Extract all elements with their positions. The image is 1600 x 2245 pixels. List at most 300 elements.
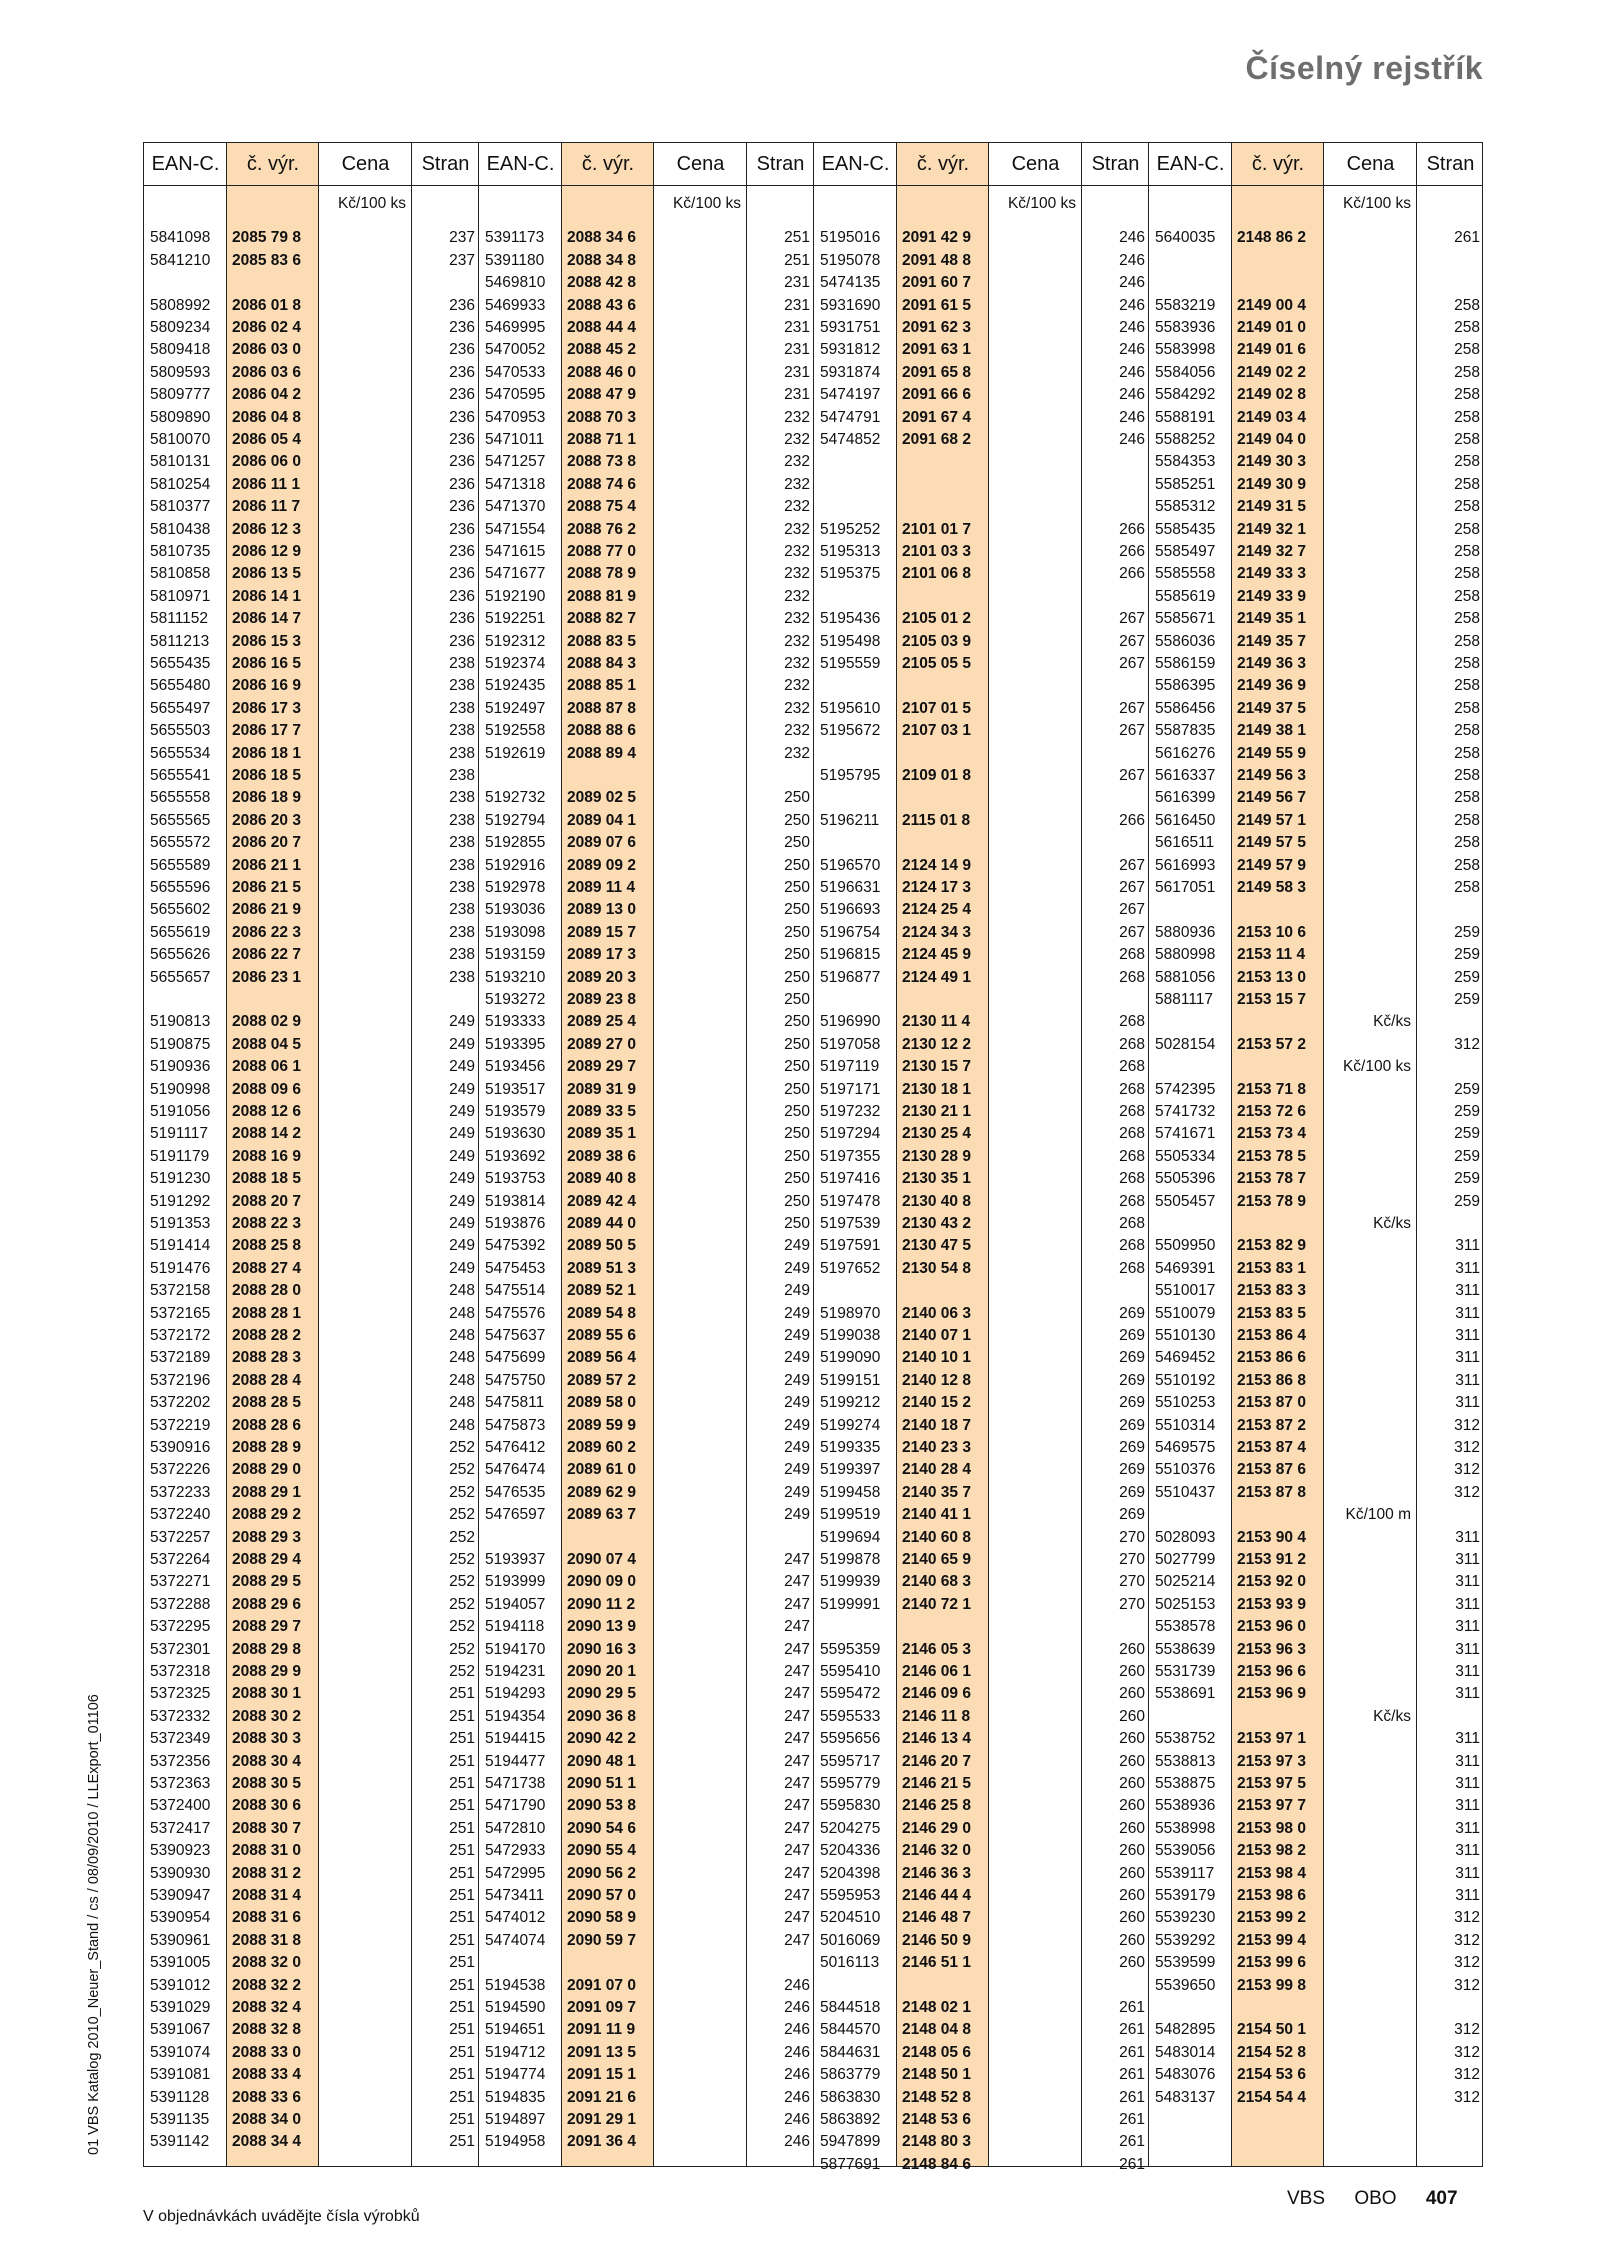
ean-code: 5586036	[1155, 632, 1216, 650]
ean-code: 5193753	[485, 1170, 546, 1188]
page-ref: 312	[1454, 2066, 1480, 2084]
page-ref: 267	[1119, 610, 1145, 628]
page-ref: 247	[784, 1595, 810, 1613]
ean-code: 5391180	[485, 251, 545, 269]
ean-code: 5584292	[1155, 386, 1216, 404]
brand-obo: OBO	[1354, 2188, 1397, 2209]
ean-code: 5505334	[1155, 1147, 1216, 1165]
product-number: 2124 34 3	[902, 923, 971, 941]
page-ref: 246	[1119, 341, 1145, 359]
product-number: 2086 04 2	[232, 386, 301, 404]
page-ref: 236	[449, 498, 475, 516]
ean-code: 5655657	[150, 968, 211, 986]
page-ref: 248	[449, 1349, 475, 1367]
product-number: 2153 87 2	[1237, 1416, 1306, 1434]
product-number: 2153 97 1	[1237, 1730, 1306, 1748]
ean-code: 5192855	[485, 834, 546, 852]
ean-code: 5196877	[820, 968, 881, 986]
product-number: 2086 22 7	[232, 946, 301, 964]
product-number: 2146 13 4	[902, 1730, 971, 1748]
ean-code: 5196570	[820, 856, 881, 874]
ean-code: 5476597	[485, 1506, 546, 1524]
product-number: 2153 11 4	[1237, 946, 1306, 964]
product-number: 2090 53 8	[567, 1797, 636, 1815]
product-number: 2091 15 1	[567, 2066, 636, 2084]
product-number: 2088 29 9	[232, 1663, 301, 1680]
page-ref: 236	[449, 632, 475, 650]
product-number: 2089 52 1	[567, 1282, 636, 1300]
ean-code: 5483137	[1155, 2088, 1216, 2106]
page-ref: 260	[1119, 1931, 1145, 1949]
ean-code: 5469933	[485, 296, 546, 314]
product-number: 2089 44 0	[567, 1215, 636, 1232]
ean-code: 5372165	[150, 1304, 211, 1322]
product-number: 2148 50 1	[902, 2066, 971, 2084]
product-number: 2089 38 6	[567, 1147, 636, 1165]
product-number: 2089 63 7	[567, 1506, 636, 1524]
product-number: 2149 37 5	[1237, 699, 1306, 717]
product-number: 2088 28 4	[232, 1371, 301, 1389]
ean-code: 5810971	[150, 587, 211, 605]
product-number: 2086 20 3	[232, 811, 301, 829]
page-ref: 249	[449, 1192, 475, 1210]
ean-code: 5510079	[1155, 1304, 1216, 1322]
product-number: 2090 55 4	[567, 1842, 636, 1860]
ean-code: 5538998	[1155, 1819, 1216, 1837]
product-number: 2153 71 8	[1237, 1080, 1306, 1098]
product-number: 2090 36 8	[567, 1707, 636, 1725]
ean-code: 5197591	[820, 1237, 881, 1255]
ean-code: 5195672	[820, 722, 881, 740]
product-number: 2146 20 7	[902, 1752, 971, 1770]
ean-code: 5539056	[1155, 1842, 1216, 1860]
page-ref: 259	[1454, 968, 1480, 986]
product-number: 2088 32 4	[232, 1999, 301, 2016]
page-ref: 269	[1119, 1439, 1145, 1456]
product-number: 2089 13 0	[567, 901, 636, 919]
page-ref: 238	[449, 901, 475, 919]
ean-code: 5538936	[1155, 1797, 1216, 1815]
product-number: 2090 51 1	[567, 1775, 636, 1792]
ean-code: 5190936	[150, 1058, 211, 1076]
page-ref: 250	[784, 1147, 810, 1165]
ean-code: 5194231	[485, 1663, 546, 1680]
product-number: 2088 29 4	[232, 1551, 301, 1568]
page-ref: 258	[1454, 655, 1480, 672]
page-ref: 232	[784, 610, 810, 628]
ean-code: 5741671	[1155, 1125, 1216, 1143]
ean-code: 5844570	[820, 2021, 881, 2039]
product-number: 2153 98 2	[1237, 1842, 1306, 1860]
product-number: 2091 61 5	[902, 296, 971, 314]
ean-code: 5844631	[820, 2043, 881, 2061]
product-number: 2130 15 7	[902, 1058, 971, 1076]
page-ref: 312	[1454, 1439, 1480, 1456]
ean-code: 5471554	[485, 520, 546, 538]
page-ref: 247	[784, 1887, 810, 1904]
ean-code: 5194415	[485, 1730, 546, 1748]
page-ref: 246	[1119, 386, 1145, 404]
page-ref: 232	[784, 431, 810, 448]
page-ref: 311	[1455, 1394, 1480, 1412]
page-ref: 238	[449, 811, 475, 829]
ean-code: 5810735	[150, 543, 211, 560]
page-ref: 252	[449, 1461, 475, 1479]
ean-code: 5196990	[820, 1013, 881, 1031]
table-column	[319, 143, 412, 2166]
page-ref: 311	[1455, 1819, 1480, 1837]
product-number: 2086 03 0	[232, 341, 301, 359]
product-number: 2088 30 2	[232, 1707, 301, 1725]
ean-code: 5198970	[820, 1304, 881, 1322]
ean-code: 5510192	[1155, 1371, 1216, 1389]
ean-code: 5025214	[1155, 1573, 1216, 1591]
ean-code: 5510376	[1155, 1461, 1216, 1479]
page-ref: 251	[449, 1887, 475, 1904]
ean-code: 5199212	[820, 1394, 881, 1412]
ean-code: 5191117	[150, 1125, 209, 1143]
ean-code: 5195436	[820, 610, 881, 628]
product-number: 2089 29 7	[567, 1058, 636, 1076]
ean-code: 5585435	[1155, 520, 1216, 538]
product-number: 2088 31 6	[232, 1909, 301, 1927]
product-number: 2086 06 0	[232, 453, 301, 471]
product-number: 2149 57 5	[1237, 834, 1306, 852]
ean-code: 5193999	[485, 1573, 546, 1591]
ean-code: 5199694	[820, 1528, 881, 1546]
product-number: 2146 25 8	[902, 1797, 971, 1815]
ean-code: 5863779	[820, 2066, 881, 2084]
product-number: 2149 33 3	[1237, 565, 1306, 583]
product-number: 2148 84 6	[902, 2155, 971, 2173]
page-ref: 311	[1455, 1528, 1480, 1546]
page-ref: 311	[1455, 1349, 1480, 1367]
ean-code: 5191230	[150, 1170, 211, 1188]
page-ref: 246	[1119, 431, 1145, 448]
page-ref: 246	[1119, 408, 1145, 426]
page-ref: 246	[1119, 363, 1145, 381]
product-number: 2088 06 1	[232, 1058, 301, 1076]
product-number: 2130 25 4	[902, 1125, 971, 1143]
ean-code: 5191353	[150, 1215, 211, 1232]
product-number: 2149 02 8	[1237, 386, 1306, 404]
product-number: 2149 04 0	[1237, 431, 1306, 448]
ean-code: 5194170	[485, 1640, 546, 1658]
product-number: 2089 02 5	[567, 789, 636, 807]
page-ref: 312	[1454, 1483, 1480, 1501]
page-ref: 260	[1119, 1663, 1145, 1680]
ean-code: 5391081	[150, 2066, 211, 2084]
ean-code: 5588252	[1155, 431, 1216, 448]
product-number: 2088 73 8	[567, 453, 636, 471]
ean-code: 5372332	[150, 1707, 211, 1725]
page-ref: 268	[1119, 1170, 1145, 1188]
product-number: 2140 15 2	[902, 1394, 971, 1412]
page-ref: 236	[449, 520, 475, 538]
product-number: 2089 07 6	[567, 834, 636, 852]
product-number: 2149 30 9	[1237, 475, 1306, 493]
ean-code: 5655619	[150, 923, 211, 941]
ean-code: 5372271	[150, 1573, 211, 1591]
page-ref: 258	[1454, 408, 1480, 426]
page-ref: 236	[449, 587, 475, 605]
ean-code: 5191056	[150, 1103, 211, 1120]
product-number: 2091 65 8	[902, 363, 971, 381]
ean-code: 5505457	[1155, 1192, 1216, 1210]
ean-code: 5809777	[150, 386, 211, 404]
page-ref: 270	[1119, 1551, 1145, 1568]
ean-code: 5372219	[150, 1416, 211, 1434]
page-ref: 247	[784, 1618, 810, 1636]
page-ref: 311	[1455, 1595, 1480, 1613]
page-ref: 267	[1119, 722, 1145, 740]
ean-code: 5199458	[820, 1483, 881, 1501]
product-number: 2090 29 5	[567, 1685, 636, 1703]
product-number: 2107 01 5	[902, 699, 971, 717]
page-ref: 259	[1454, 991, 1480, 1008]
product-number: 2086 16 9	[232, 677, 301, 695]
product-number: 2089 17 3	[567, 946, 636, 964]
product-number: 2149 35 7	[1237, 632, 1306, 650]
product-number: 2149 32 1	[1237, 520, 1306, 538]
product-number: 2089 56 4	[567, 1349, 636, 1367]
page-ref: 258	[1454, 744, 1480, 762]
product-number: 2089 27 0	[567, 1035, 636, 1053]
ean-code: 5195610	[820, 699, 881, 717]
ean-code: 5194477	[485, 1752, 546, 1770]
page-ref: 238	[449, 744, 475, 762]
price-unit: Kč/100 ks	[672, 195, 741, 212]
ean-code: 5193630	[485, 1125, 546, 1143]
page-ref: 250	[784, 1058, 810, 1076]
product-number: 2086 01 8	[232, 296, 301, 314]
page-ref: 251	[449, 2066, 475, 2084]
page-ref: 258	[1454, 587, 1480, 605]
product-number: 2153 96 0	[1237, 1618, 1306, 1636]
product-number: 2153 78 7	[1237, 1170, 1306, 1188]
ean-code: 5595533	[820, 1707, 881, 1725]
page-ref: 260	[1119, 1797, 1145, 1815]
ean-code: 5655435	[150, 655, 211, 672]
ean-code: 5372288	[150, 1595, 211, 1613]
product-number: 2107 03 1	[902, 722, 971, 740]
product-number: 2130 21 1	[902, 1103, 971, 1120]
page-ref: 258	[1454, 767, 1480, 784]
page-ref: 251	[784, 251, 810, 269]
ean-code: 5880998	[1155, 946, 1216, 964]
product-number: 2149 57 1	[1237, 811, 1306, 829]
product-number: 2089 50 5	[567, 1237, 636, 1255]
ean-code: 5195313	[820, 543, 881, 560]
page-ref: 260	[1119, 1819, 1145, 1837]
page-ref: 267	[1119, 901, 1145, 919]
page-ref: 248	[449, 1304, 475, 1322]
ean-code: 5595717	[820, 1752, 881, 1770]
ean-code: 5470052	[485, 341, 546, 359]
ean-code: 5475637	[485, 1327, 546, 1344]
ean-code: 5474791	[820, 408, 881, 426]
ean-code: 5197058	[820, 1035, 881, 1053]
page-ref: 249	[784, 1394, 810, 1412]
ean-code: 5470533	[485, 363, 546, 381]
page-ref: 258	[1454, 610, 1480, 628]
page-ref: 249	[449, 1215, 475, 1232]
column-header: EAN-C.	[1156, 153, 1225, 175]
page-ref: 269	[1119, 1506, 1145, 1524]
product-number: 2089 09 2	[567, 856, 636, 874]
page-ref: 252	[449, 1663, 475, 1680]
product-number: 2124 49 1	[902, 968, 971, 986]
ean-code: 5595472	[820, 1685, 881, 1703]
ean-code: 5194651	[485, 2021, 546, 2039]
ean-code: 5881117	[1155, 991, 1214, 1008]
ean-code: 5025153	[1155, 1595, 1216, 1613]
page-ref: 252	[449, 1506, 475, 1524]
ean-code: 5193579	[485, 1103, 546, 1120]
page-ref: 236	[449, 341, 475, 359]
page-ref: 236	[449, 431, 475, 448]
ean-code: 5199090	[820, 1349, 881, 1367]
ean-code: 5539230	[1155, 1909, 1216, 1927]
page-ref: 250	[784, 923, 810, 941]
ean-code: 5585312	[1155, 498, 1216, 516]
column-header: EAN-C.	[486, 153, 555, 175]
product-number: 2149 00 4	[1237, 296, 1306, 314]
ean-code: 5195078	[820, 251, 881, 269]
ean-code: 5191179	[150, 1147, 210, 1165]
page-ref: 311	[1455, 1237, 1480, 1255]
product-number: 2153 83 5	[1237, 1304, 1306, 1322]
ean-code: 5474852	[820, 431, 881, 448]
page-ref: 259	[1454, 1147, 1480, 1165]
ean-code: 5372172	[150, 1327, 211, 1344]
page-ref: 232	[784, 744, 810, 762]
product-number: 2088 34 6	[567, 229, 636, 247]
page-ref: 312	[1454, 1416, 1480, 1434]
ean-code: 5811213	[150, 632, 210, 650]
product-number: 2086 14 1	[232, 587, 301, 605]
page-ref: 311	[1455, 1259, 1480, 1277]
product-number: 2154 53 6	[1237, 2066, 1306, 2084]
product-number: 2149 32 7	[1237, 543, 1306, 560]
product-number: 2089 60 2	[567, 1439, 636, 1456]
ean-code: 5469452	[1155, 1349, 1216, 1367]
page-ref: 251	[449, 1931, 475, 1949]
ean-code: 5538875	[1155, 1775, 1216, 1792]
product-number: 2090 11 2	[567, 1595, 636, 1613]
product-number: 2140 23 3	[902, 1439, 971, 1456]
ean-code: 5655565	[150, 811, 211, 829]
product-number: 2088 81 9	[567, 587, 636, 605]
product-number: 2086 12 9	[232, 543, 301, 560]
product-number: 2088 20 7	[232, 1192, 301, 1210]
page-ref: 261	[1119, 2155, 1145, 2173]
ean-code: 5028093	[1155, 1528, 1216, 1546]
product-number: 2091 63 1	[902, 341, 971, 359]
product-number: 2088 75 4	[567, 498, 636, 516]
ean-code: 5810377	[150, 498, 211, 516]
product-number: 2089 31 9	[567, 1080, 636, 1098]
ean-code: 5204398	[820, 1864, 881, 1882]
ean-code: 5616399	[1155, 789, 1216, 807]
page-ref: 252	[449, 1595, 475, 1613]
ean-code: 5192497	[485, 699, 546, 717]
ean-code: 5193876	[485, 1215, 546, 1232]
page-ref: 232	[784, 632, 810, 650]
page-ref: 252	[449, 1551, 475, 1568]
page-ref: 312	[1454, 1931, 1480, 1949]
page-ref: 251	[449, 2088, 475, 2106]
ean-code: 5616276	[1155, 744, 1216, 762]
product-number: 2146 21 5	[902, 1775, 971, 1792]
product-number: 2146 05 3	[902, 1640, 971, 1658]
page-ref: 246	[1119, 251, 1145, 269]
page-ref: 311	[1455, 1864, 1480, 1882]
product-number: 2088 33 0	[232, 2043, 301, 2061]
product-number: 2089 40 8	[567, 1170, 636, 1188]
ean-code: 5192794	[485, 811, 546, 829]
product-number: 2153 93 9	[1237, 1595, 1306, 1613]
product-number: 2086 03 6	[232, 363, 301, 381]
price-unit: Kč/100 ks	[1342, 1058, 1411, 1076]
ean-code: 5586395	[1155, 677, 1216, 695]
page-ref: 250	[784, 1215, 810, 1232]
ean-code: 5475811	[485, 1394, 545, 1412]
product-number: 2101 03 3	[902, 543, 971, 560]
ean-code: 5742395	[1155, 1080, 1216, 1098]
product-number: 2086 18 5	[232, 767, 301, 784]
page-ref: 237	[449, 251, 475, 269]
page-ref: 248	[449, 1371, 475, 1389]
ean-code: 5194712	[485, 2043, 546, 2061]
page-ref: 251	[449, 1842, 475, 1860]
page-ref: 251	[449, 2133, 475, 2151]
page-ref: 260	[1119, 1887, 1145, 1904]
ean-code: 5741732	[1155, 1103, 1216, 1120]
product-number: 2149 31 5	[1237, 498, 1306, 516]
ean-code: 5470953	[485, 408, 546, 426]
page-ref: 312	[1454, 1976, 1480, 1994]
page-ref: 238	[449, 767, 475, 784]
ean-code: 5197652	[820, 1259, 881, 1277]
page-title: Číselný rejstřík	[1245, 50, 1483, 86]
ean-code: 5193692	[485, 1147, 546, 1165]
page-ref: 267	[1119, 767, 1145, 784]
product-number: 2101 06 8	[902, 565, 971, 583]
page-ref: 267	[1119, 879, 1145, 896]
ean-code: 5196211	[820, 811, 880, 829]
page-ref: 249	[784, 1371, 810, 1389]
ean-code: 5472810	[485, 1819, 546, 1837]
footer-brand	[1287, 2188, 1458, 2210]
product-number: 2149 01 0	[1237, 319, 1306, 336]
product-number: 2086 23 1	[232, 968, 301, 986]
product-number: 2088 47 9	[567, 386, 636, 404]
page-ref: 251	[449, 1730, 475, 1748]
ean-code: 5372240	[150, 1506, 211, 1524]
page-ref: 259	[1454, 1125, 1480, 1143]
page-ref: 236	[449, 543, 475, 560]
product-number: 2091 29 1	[567, 2111, 636, 2128]
product-number: 2088 88 6	[567, 722, 636, 740]
page-ref: 311	[1455, 1663, 1480, 1680]
product-number: 2089 42 4	[567, 1192, 636, 1210]
ean-code: 5538578	[1155, 1618, 1216, 1636]
product-number: 2086 11 7	[232, 498, 301, 516]
ean-code: 5616993	[1155, 856, 1216, 874]
page-ref: 258	[1454, 386, 1480, 404]
product-number: 2091 67 4	[902, 408, 971, 426]
